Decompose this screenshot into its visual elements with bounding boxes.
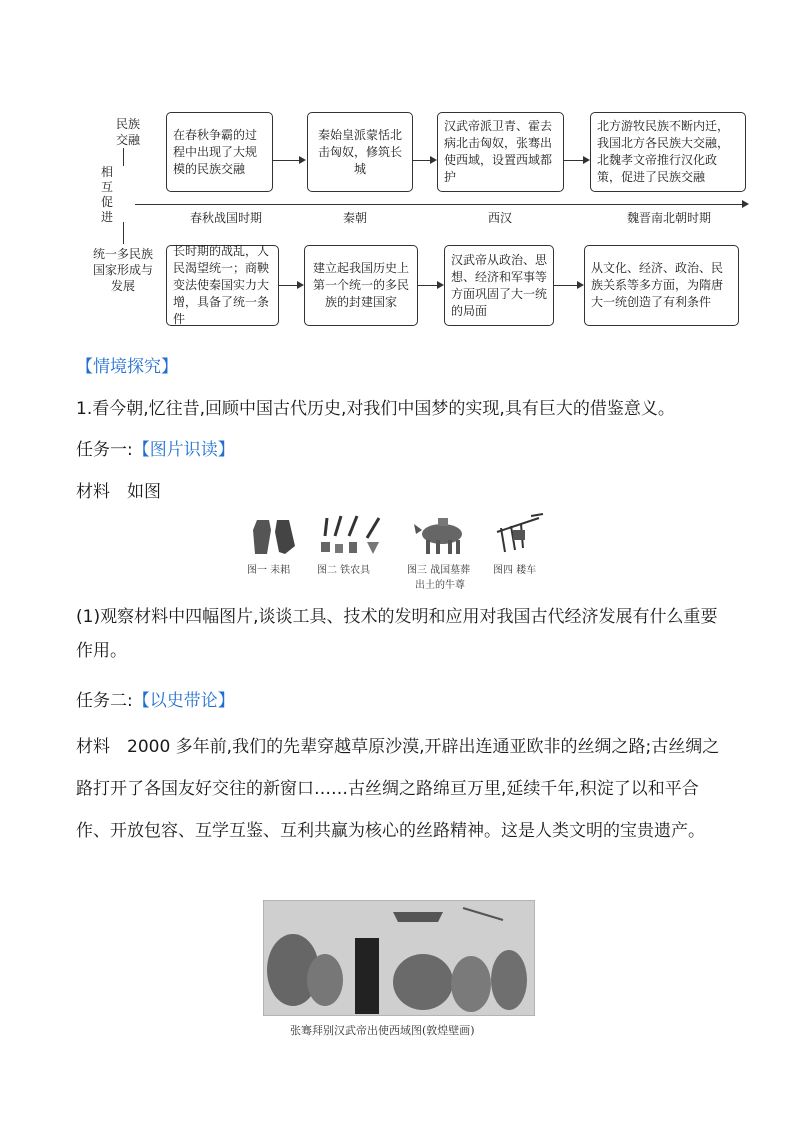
timeline-axis — [135, 204, 743, 205]
figure-caption: 图一 耒耜 — [247, 565, 291, 576]
section-title: 【情境探究】 — [76, 357, 178, 377]
top-box-chunqiu — [166, 112, 273, 192]
bottom-box-qin — [304, 245, 418, 326]
top-box-text: 在春秋争霸的过程中出现了大规模的民族交融 — [173, 127, 258, 176]
ox-zun-image — [410, 512, 472, 560]
side-label-ethnic-integration: 民族 交融 — [115, 117, 140, 147]
question-1-intro: 1.看今朝,忆往昔,回顾中国古代历史,对我们中国梦的实现,具有巨大的借鉴意义。 — [76, 399, 675, 419]
top-box-text: 北方游牧民族不断内迁，我国北方各民族大交融，北魏孝文帝推行汉化政策，促进了民族交融 — [597, 119, 730, 184]
task-1-prefix: 任务一: — [76, 440, 133, 460]
bottom-box-xihan — [444, 245, 554, 326]
arrow-line — [418, 285, 437, 286]
figure-strip — [245, 512, 555, 592]
bottom-box-chunqiu — [166, 245, 279, 326]
top-box-qin — [307, 112, 413, 192]
era-label: 春秋战国时期 — [190, 211, 263, 225]
arrow-line — [279, 285, 297, 286]
arrow-head — [583, 156, 590, 164]
arrow-head — [577, 281, 584, 289]
connector-line — [123, 148, 124, 166]
bottom-box-text: 从文化、经济、政治、民族关系等多方面，为隋唐大一统创造了有利条件 — [591, 261, 724, 309]
timeline-arrow — [742, 200, 749, 208]
era-label: 秦朝 — [343, 211, 368, 225]
task-1-tag: 【图片识读】 — [132, 440, 235, 460]
arrow-line — [564, 160, 583, 161]
bottom-box-weijin — [584, 245, 739, 326]
leisi-tool-image — [251, 516, 301, 558]
arrow-head — [297, 281, 304, 289]
top-box-weijin — [590, 112, 746, 192]
figure-caption: 图四 耧车 — [493, 565, 537, 576]
mural-caption: 张骞拜别汉武帝出使西域图(敦煌壁画) — [290, 1024, 475, 1037]
arrow-head — [437, 281, 444, 289]
task-1-heading — [76, 433, 235, 467]
material-2-text: 材料 2000 多年前,我们的先辈穿越草原沙漠,开辟出连通亚欧非的丝绸之路;古丝绸之路打开了各国友好交往的新窗口……古丝绸之路绵亘万里,延续千年,积淀了以和平合作、开放包容、互学互鉴、互利共赢为核心的丝路精神。这是人类文明的宝贵遗产。 — [76, 737, 720, 841]
side-label-unification: 统一多民族 国家形成与 发展 — [92, 247, 153, 293]
era-label: 魏晋南北朝时期 — [627, 211, 712, 225]
arrow-line — [554, 285, 577, 286]
task-2-heading — [76, 684, 235, 718]
arrow-line — [273, 160, 299, 161]
dunhuang-mural-image — [263, 900, 535, 1016]
arrow-line — [413, 160, 430, 161]
task-2-prefix: 任务二: — [76, 691, 133, 711]
bottom-box-text: 建立起我国历史上第一个统一的多民族的封建国家 — [312, 261, 409, 309]
material-1-label: 材料 如图 — [76, 482, 161, 502]
arrow-head — [430, 156, 437, 164]
arrow-head — [299, 156, 306, 164]
side-label-mutual-promotion: 相互 促进 — [100, 165, 113, 224]
question-1: (1)观察材料中四幅图片,谈谈工具、技术的发明和应用对我国古代经济发展有什么重要作用。 — [76, 607, 718, 661]
bottom-box-text: 长时期的战乱，人民渴望统一；商鞅变法使秦国实力大增，具备了统一条件 — [173, 244, 270, 326]
top-box-text: 汉武帝派卫青、霍去病北击匈奴，张骞出使西域，设置西域都护 — [444, 119, 553, 184]
connector-line — [123, 222, 124, 244]
task-2-tag: 【以史带论】 — [132, 691, 235, 711]
top-box-xihan — [437, 112, 564, 192]
era-label: 西汉 — [488, 211, 513, 225]
figure-caption: 图二 铁农具 — [317, 565, 371, 576]
bottom-box-text: 汉武帝从政治、思想、经济和军事等方面巩固了大一统的局面 — [451, 252, 548, 318]
top-box-text: 秦始皇派蒙恬北击匈奴，修筑长城 — [317, 127, 402, 176]
figure-caption: 图三 战国墓葬 — [407, 565, 471, 576]
seed-drill-image — [491, 512, 547, 558]
figure-caption: 出土的牛尊 — [415, 580, 465, 591]
iron-tools-image — [317, 514, 387, 558]
